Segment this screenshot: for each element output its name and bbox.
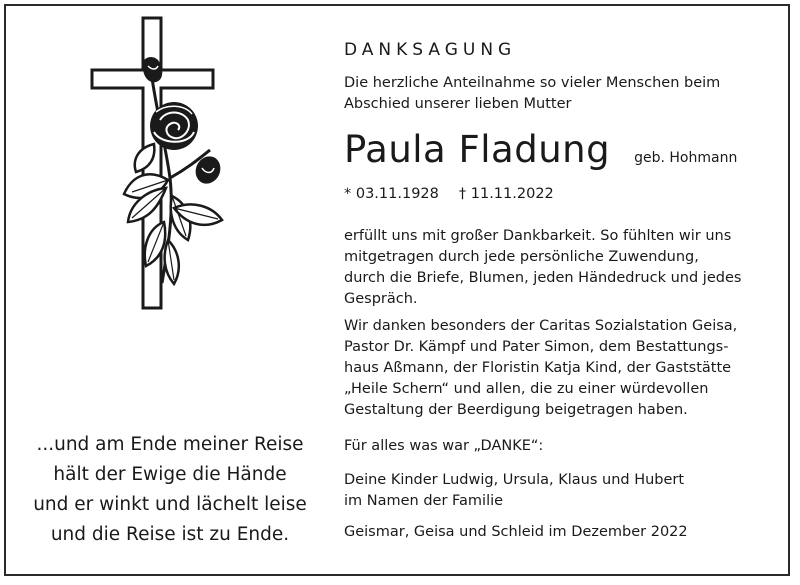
paragraph-line: Wir danken besonders der Caritas Sozialstation Geisa, [344,318,738,334]
paragraph-line: durch die Briefe, Blumen, jeden Händedruck und jedes [344,270,742,286]
poem-line: ...und am Ende meiner Reise [36,434,304,455]
family-signature [344,470,684,512]
poem [20,430,320,550]
poem-line: und die Reise ist zu Ende. [50,524,290,545]
paragraph-line: Gespräch. [344,291,418,307]
death-date: † 11.11.2022 [458,186,554,202]
paragraph-line: Gestaltung der Beerdigung beigetragen haben. [344,402,688,418]
cross-with-roses-icon [88,8,238,348]
paragraph-line: Pastor Dr. Kämpf und Pater Simon, dem Bestattungs- [344,339,729,355]
gratitude-paragraph [344,226,784,310]
life-dates [344,186,554,202]
signature-line: im Namen der Familie [344,493,504,509]
special-thanks-paragraph [344,316,784,421]
paragraph-line: mitgetragen durch jede persönliche Zuwendung, [344,249,699,265]
deceased-name-row [344,128,737,171]
birth-date: * 03.11.1928 [344,186,439,202]
paragraph-line: erfüllt uns mit großer Dankbarkeit. So fühlten wir uns [344,228,732,244]
poem-line: und er winkt und lächelt leise [33,494,307,515]
notice-title: DANKSAGUNG [344,40,517,60]
signature-line: Deine Kinder Ludwig, Ursula, Klaus und Hubert [344,472,685,488]
maiden-name: geb. Hohmann [634,150,738,166]
poem-line: hält der Ewige die Hände [53,464,287,485]
paragraph-line: „Heile Schern“ und allen, die zu einer würdevollen [344,381,709,397]
paragraph-line: haus Aßmann, der Floristin Katja Kind, der Gaststätte [344,360,732,376]
intro-text [344,73,720,115]
intro-line: Die herzliche Anteilnahme so vieler Menschen beim [344,75,721,91]
thanks-line: Für alles was war „DANKE“: [344,438,544,454]
intro-line: Abschied unserer lieben Mutter [344,96,572,112]
place-and-date: Geismar, Geisa und Schleid im Dezember 2022 [344,524,688,540]
deceased-name: Paula Fladung [344,128,611,171]
